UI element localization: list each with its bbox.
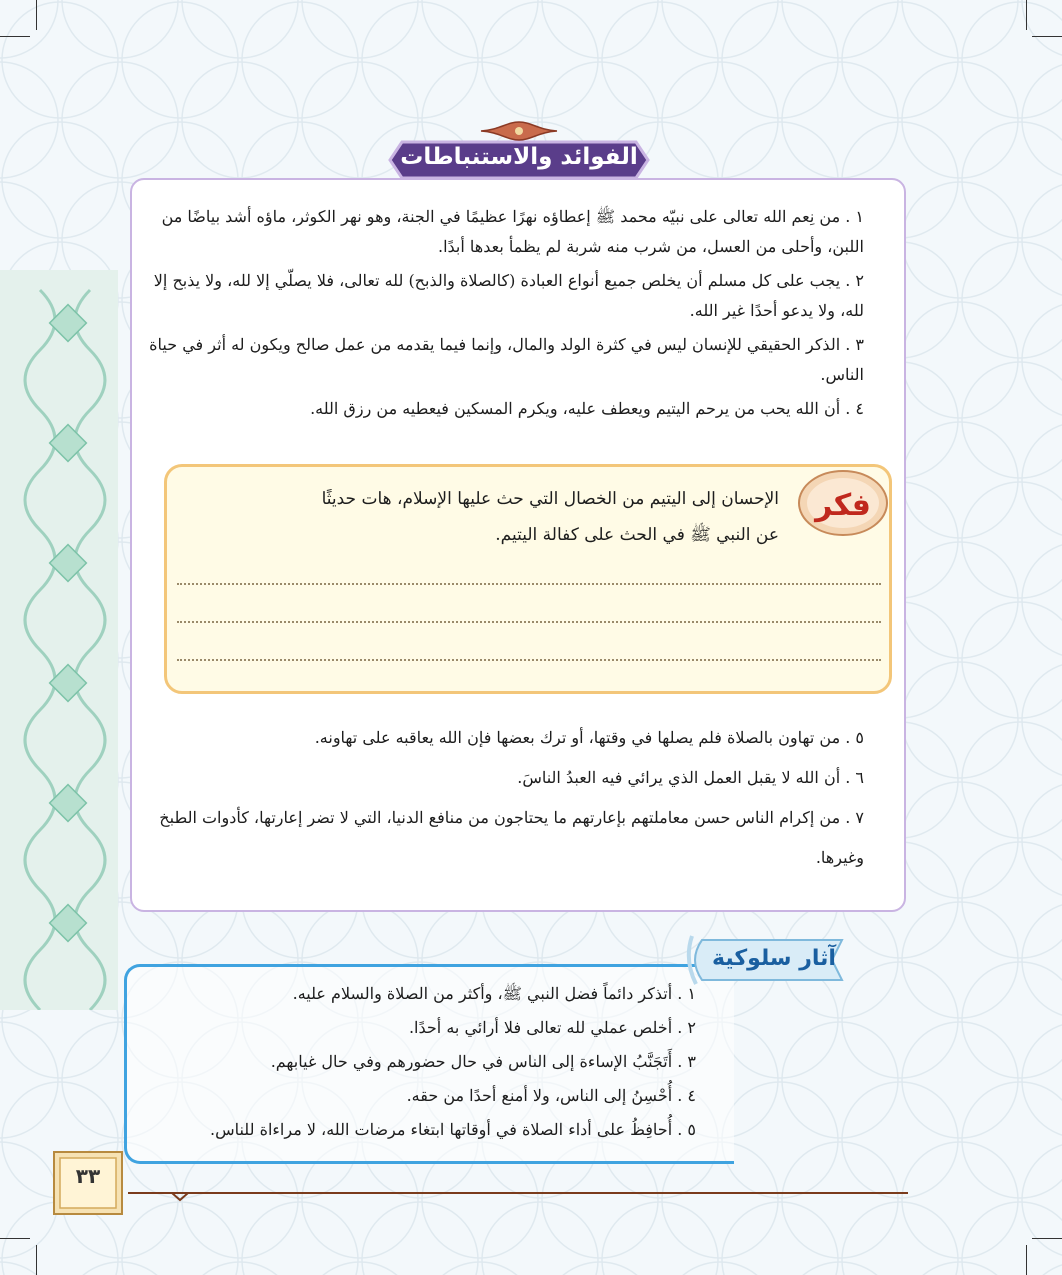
- crop-mark: [36, 1245, 37, 1275]
- answer-line[interactable]: [177, 659, 881, 661]
- list-item: ٢ . أخلص عملي لله تعالى فلا أرائي به أحدًا.: [408, 1018, 696, 1037]
- think-prompt-line: عن النبي ﷺ في الحث على كفالة اليتيم.: [495, 525, 779, 545]
- list-item: ٢ . يجب على كل مسلم أن يخلص جميع أنواع العبادة (كالصلاة والذبح) لله تعالى، فلا يصلّي إلا لله، ولا يذبح إلا لله، ولا يدعو أحدًا غير الله.: [153, 271, 864, 320]
- answer-line[interactable]: [177, 621, 881, 623]
- behavior-title-tab: [682, 930, 850, 990]
- crop-mark: [0, 36, 30, 37]
- crop-mark: [1026, 1245, 1027, 1275]
- page-number-badge: [52, 1150, 124, 1216]
- crop-mark: [36, 0, 37, 30]
- footer-rule: [128, 1190, 908, 1202]
- main-content-panel: [130, 178, 906, 912]
- crop-mark: [1026, 0, 1027, 30]
- list-item: ٦ . أن الله لا يقبل العمل الذي يرائي فيه العبدُ الناسَ.: [517, 768, 864, 787]
- benefits-list-continued: [144, 718, 864, 878]
- think-prompt: [259, 481, 779, 553]
- list-item: ٧ . من إكرام الناس حسن معاملتهم بإعارتهم ما يحتاجون من منافع الدنيا، التي لا تضر إعارتها، كأدوات الطبخ وغيرها.: [159, 808, 864, 867]
- section-title-banner: [388, 138, 650, 182]
- list-item: ٣ . الذكر الحقيقي للإنسان ليس في كثرة الولد والمال، وإنما فيما يقدمه من عمل صالح ويكون له أثر في حياة الناس.: [149, 335, 864, 384]
- think-badge-label: فكر: [815, 488, 871, 523]
- think-prompt-line: الإحسان إلى اليتيم من الخصال التي حث عليها الإسلام، هات حديثًا: [321, 489, 779, 509]
- decorative-border-band: [0, 270, 118, 1010]
- list-item: ٤ . أن الله يحب من يرحم اليتيم ويعطف عليه، ويكرم المسكين فيعطيه من رزق الله.: [310, 399, 864, 418]
- crop-mark: [0, 1238, 30, 1239]
- list-item: ١ . من نِعم الله تعالى على نبيّه محمد ﷺ إعطاؤه نهرًا عظيمًا في الجنة، وهو نهر الكوثر، ماؤه أشد بياضًا من اللبن، وأحلى من العسل، من شرب منه شربة لم يظمأ بعدها أبدًا.: [161, 207, 864, 256]
- list-item: ١ . أتذكر دائماً فضل النبي ﷺ، وأكثر من الصلاة والسلام عليه.: [292, 984, 696, 1003]
- list-item: ٤ . أُحْسِنُ إلى الناس، ولا أمنع أحدًا من حقه.: [406, 1086, 696, 1105]
- benefits-list: [144, 202, 864, 428]
- answer-line[interactable]: [177, 583, 881, 585]
- behavior-list: [96, 977, 696, 1147]
- behavior-title: آثار سلوكية: [712, 946, 836, 971]
- list-item: ٥ . من تهاون بالصلاة فلم يصلها في وقتها، أو ترك بعضها فإن الله يعاقبه على تهاونه.: [314, 728, 864, 747]
- list-item: ٣ . أَتَجَنَّبُ الإساءة إلى الناس في حال حضورهم وفي حال غيابهم.: [270, 1052, 696, 1071]
- crop-mark: [1032, 1238, 1062, 1239]
- think-badge-icon: [791, 465, 889, 547]
- crop-mark: [1032, 36, 1062, 37]
- section-title: الفوائد والاستنباطات: [400, 144, 638, 170]
- think-activity-box: [164, 464, 892, 694]
- list-item: ٥ . أُحافِظُ على أداء الصلاة في أوقاتها ابتغاء مرضات الله، لا مراءاة للناس.: [209, 1120, 696, 1139]
- page-number: ٣٣: [75, 1164, 101, 1188]
- ornament-icon: [479, 120, 559, 142]
